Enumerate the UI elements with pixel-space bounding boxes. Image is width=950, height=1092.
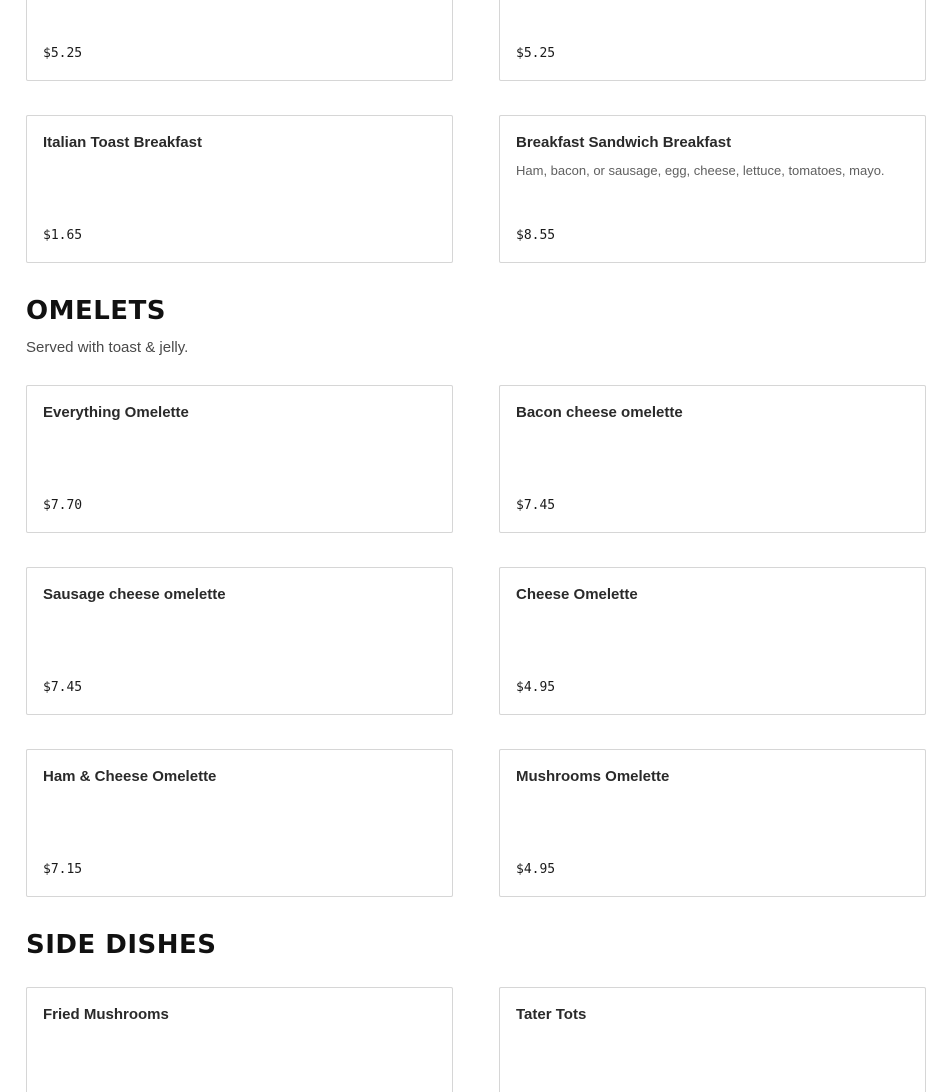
- menu-item-price: $4.95: [516, 680, 556, 695]
- menu-item-name: Cheese Omelette: [516, 586, 638, 603]
- menu-item-name: Fried Mushrooms: [43, 1006, 169, 1023]
- menu-item-card[interactable]: [26, 749, 453, 897]
- menu-item-card[interactable]: [26, 987, 453, 1092]
- menu-item-card[interactable]: [499, 0, 926, 81]
- menu-item-card[interactable]: [499, 567, 926, 715]
- menu-item-name: Everything Omelette: [43, 404, 189, 421]
- menu-item-card[interactable]: [499, 115, 926, 263]
- menu-item-price: $7.45: [43, 680, 83, 695]
- menu-item-name: Ham & Cheese Omelette: [43, 768, 217, 785]
- menu-item-name: Tater Tots: [516, 1006, 587, 1023]
- menu-item-price: $7.70: [43, 498, 83, 513]
- menu-item-card[interactable]: [26, 0, 453, 81]
- menu-item-price: $5.25: [516, 46, 556, 61]
- section-subtitle-omelets: Served with toast & jelly.: [26, 339, 189, 356]
- section-title-omelets: OMELETS: [26, 296, 167, 326]
- menu-item-card[interactable]: [499, 987, 926, 1092]
- section-title-side-dishes: SIDE DISHES: [26, 930, 217, 960]
- menu-item-name: Breakfast Sandwich Breakfast: [516, 134, 732, 151]
- menu-item-price: $1.65: [43, 228, 83, 243]
- menu-item-description: Ham, bacon, or sausage, egg, cheese, lettuce, tomatoes, mayo.: [516, 163, 885, 178]
- menu-item-name: Mushrooms Omelette: [516, 768, 670, 785]
- menu-item-name: Italian Toast Breakfast: [43, 134, 202, 151]
- menu-item-card[interactable]: [26, 385, 453, 533]
- menu-item-card[interactable]: [499, 385, 926, 533]
- menu-item-price: $7.45: [516, 498, 556, 513]
- menu-item-name: Sausage cheese omelette: [43, 586, 226, 603]
- menu-item-card[interactable]: [26, 115, 453, 263]
- menu-item-price: $8.55: [516, 228, 556, 243]
- menu-item-name: Bacon cheese omelette: [516, 404, 683, 421]
- menu-item-price: $5.25: [43, 46, 83, 61]
- menu-item-price: $7.15: [43, 862, 83, 877]
- menu-item-price: $4.95: [516, 862, 556, 877]
- menu-item-card[interactable]: [26, 567, 453, 715]
- menu-item-card[interactable]: [499, 749, 926, 897]
